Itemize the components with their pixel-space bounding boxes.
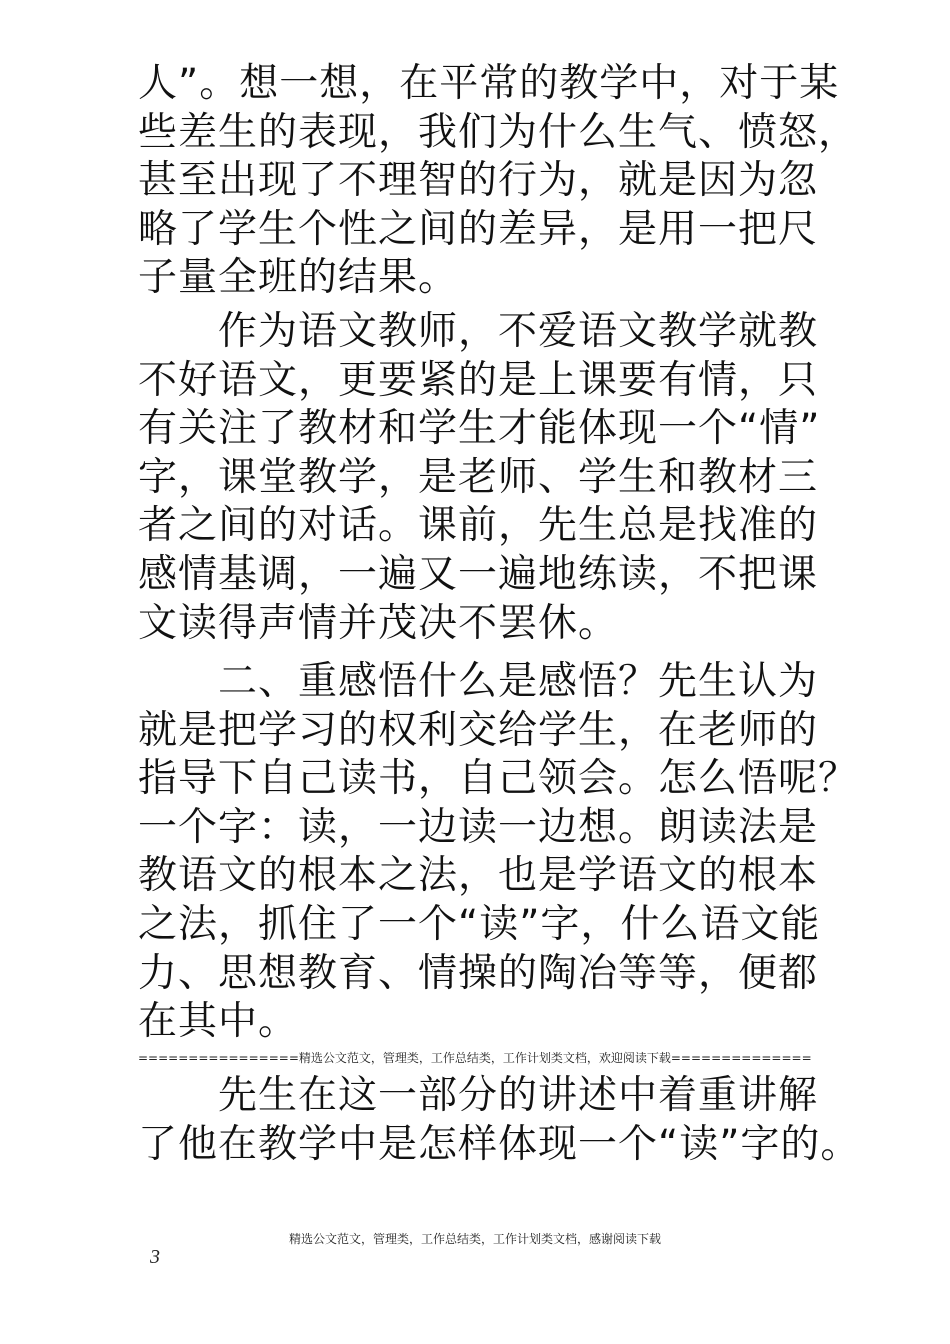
paragraph-4 [138, 1072, 861, 1169]
page-footer: 精选公文范文，管理类，工作总结类，工作计划类文档，感谢阅读下载 [288, 1232, 661, 1246]
text-line: 在其中。 [138, 999, 299, 1045]
text-line: 感情基调，一遍又一遍地练读，不把课 [138, 551, 819, 597]
text-line: 指导下自己读书，自己领会。怎么悟呢？ [138, 756, 859, 802]
text-line: 者之间的对话。课前，先生总是找准的 [138, 503, 819, 549]
text-line: 不好语文，更要紧的是上课要有情，只 [138, 357, 819, 403]
text-line: 有关注了教材和学生才能体现一个“情” [138, 406, 821, 452]
text-line: 一个字：读，一边读一边想。朗读法是 [138, 804, 819, 850]
text-line: 人”。想一想，在平常的教学中，对于某 [138, 61, 840, 106]
text-line: 文读得声情并茂决不罢休。 [138, 600, 619, 646]
separator-banner: ================精选公文范文，管理类，工作总结类，工作计划类文档，欢迎阅读下载============== [138, 1051, 812, 1065]
text-line: 略了学生个性之间的差异，是用一把尺 [138, 206, 819, 252]
page-number: 3 [150, 1246, 160, 1268]
text-line: 教语文的根本之法，也是学语文的根本 [138, 853, 819, 899]
text-line: 了他在教学中是怎样体现一个“读”字的。 [138, 1121, 861, 1167]
text-line: 甚至出现了不理智的行为，就是因为忽 [138, 158, 819, 204]
paragraph-3 [138, 658, 859, 1047]
text-line: 先生在这一部分的讲述中着重讲解 [218, 1073, 819, 1118]
paragraph-2 [138, 308, 838, 648]
text-line: 之法，抓住了一个“读”字，什么语文能 [138, 901, 821, 947]
text-line: 就是把学习的权利交给学生，在老师的 [138, 707, 819, 753]
text-line: 字，课堂教学，是老师、学生和教材三 [138, 454, 819, 500]
paragraph-1 [138, 60, 859, 303]
text-line: 子量全班的结果。 [138, 255, 459, 301]
text-line: 二、重感悟什么是感悟？先生认为 [218, 659, 819, 704]
text-line: 力、思想教育、情操的陶冶等等，便都 [138, 950, 819, 996]
text-line: 作为语文教师，不爱语文教学就教 [218, 309, 819, 354]
text-line: 些差生的表现，我们为什么生气、愤怒， [138, 109, 859, 155]
